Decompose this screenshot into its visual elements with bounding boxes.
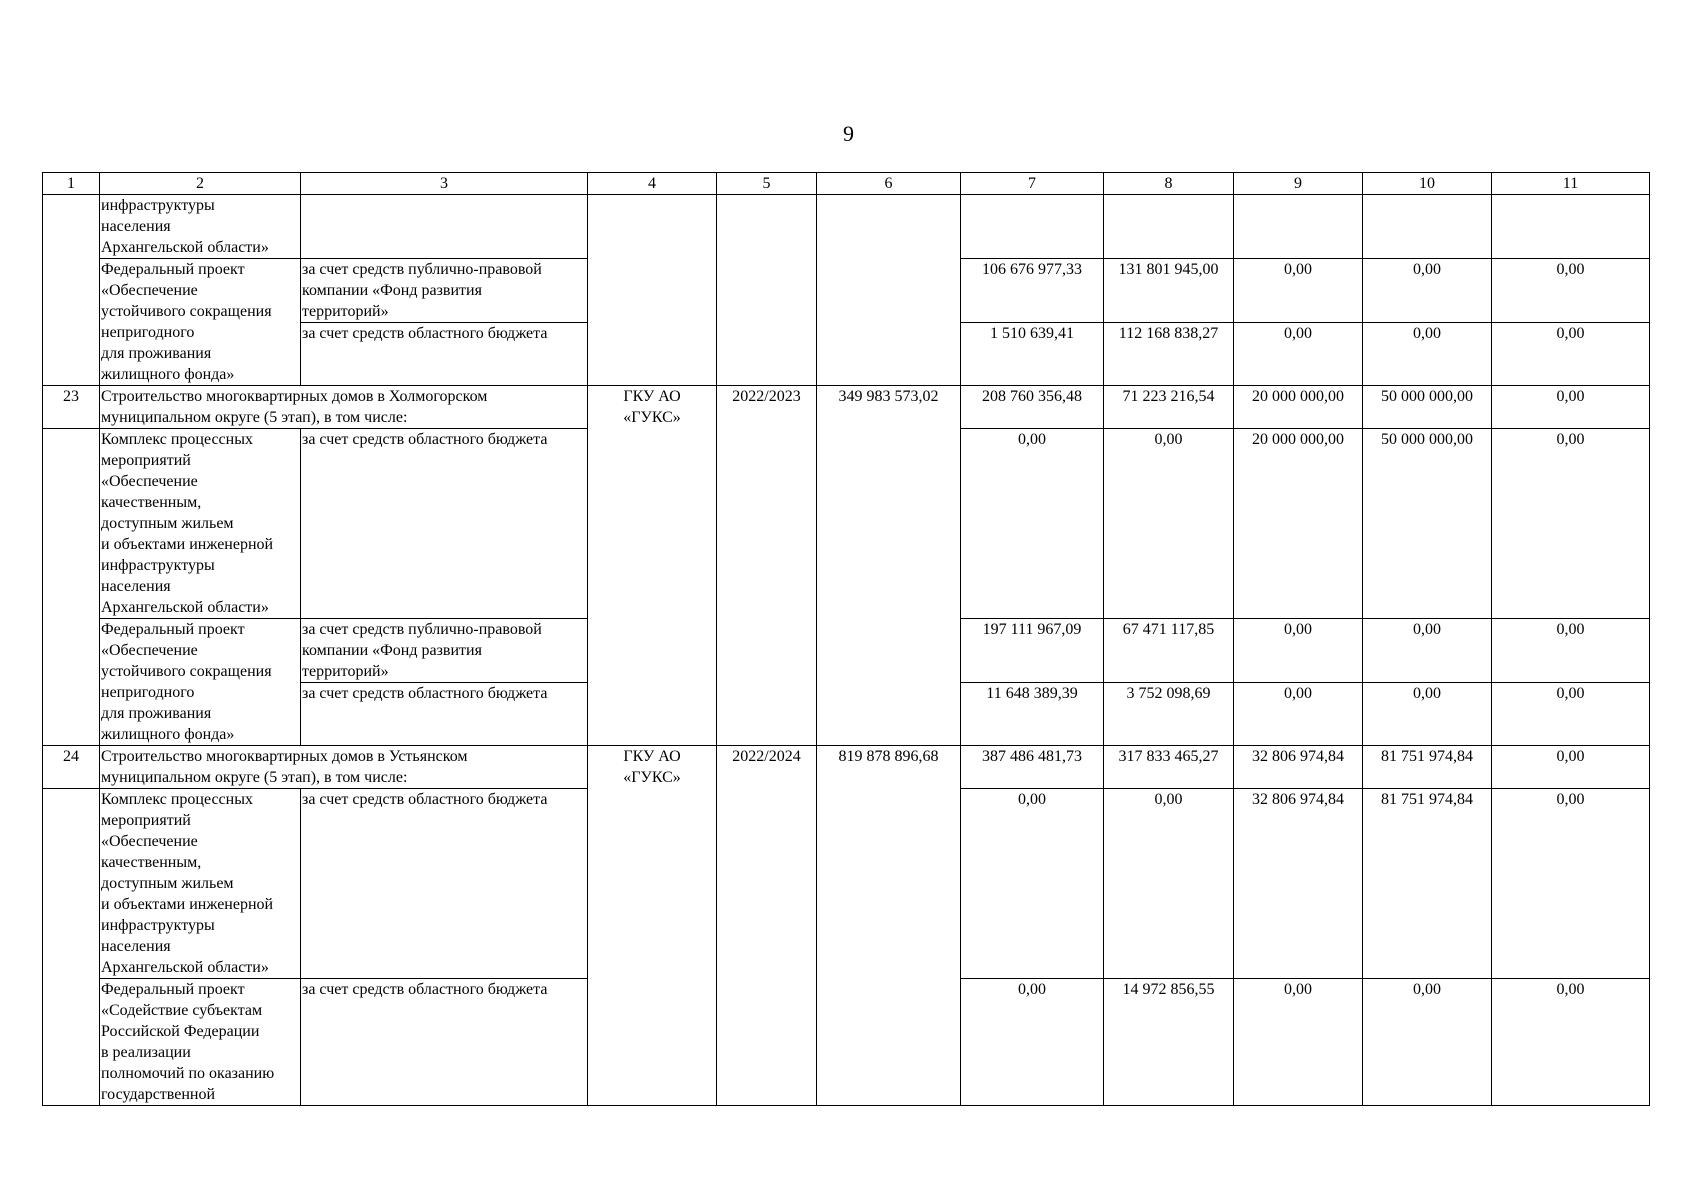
value-cell: 32 806 974,84 — [1234, 746, 1363, 789]
program-name: Комплекс процессных мероприятий «Обеспечение качественным, доступным жильем и объектами инженерной инфраструктуры населения Архангельской области» — [100, 429, 301, 619]
funding-source — [301, 195, 588, 259]
value-cell: 0,00 — [1492, 429, 1650, 619]
value-cell: 317 833 465,27 — [1104, 746, 1234, 789]
funding-source: за счет средств областного бюджета — [301, 789, 588, 979]
value-cell: 106 676 977,33 — [961, 259, 1104, 323]
object-title: Строительство многоквартирных домов в Устьянском муниципальном округе (5 этап), в том числе: — [100, 746, 588, 789]
value-cell: 0,00 — [1234, 259, 1363, 323]
column-header: 6 — [817, 173, 961, 195]
value-cell: 0,00 — [1234, 683, 1363, 746]
value-cell — [1363, 195, 1492, 259]
value-cell: 81 751 974,84 — [1363, 789, 1492, 979]
value-cell: 20 000 000,00 — [1234, 429, 1363, 619]
value-cell: 0,00 — [961, 429, 1104, 619]
value-cell: 0,00 — [1492, 323, 1650, 386]
value-cell: 0,00 — [1492, 789, 1650, 979]
value-cell: 81 751 974,84 — [1363, 746, 1492, 789]
column-header: 5 — [717, 173, 817, 195]
value-cell: 0,00 — [1104, 429, 1234, 619]
value-cell: 1 510 639,41 — [961, 323, 1104, 386]
period — [717, 195, 817, 386]
customer: ГКУ АО «ГУКС» — [588, 386, 717, 746]
value-cell: 14 972 856,55 — [1104, 979, 1234, 1106]
funding-source: за счет средств областного бюджета — [301, 429, 588, 619]
project-name: Федеральный проект «Обеспечение устойчивого сокращения непригодного для проживания жилищного фонда» — [100, 619, 301, 746]
row-number — [43, 789, 100, 1106]
program-name: Комплекс процессных мероприятий «Обеспечение качественным, доступным жильем и объектами инженерной инфраструктуры населения Архангельской области» — [100, 789, 301, 979]
value-cell — [1234, 195, 1363, 259]
value-cell: 0,00 — [1234, 979, 1363, 1106]
value-cell: 0,00 — [961, 789, 1104, 979]
value-cell: 0,00 — [1492, 746, 1650, 789]
value-cell: 50 000 000,00 — [1363, 429, 1492, 619]
value-cell: 131 801 945,00 — [1104, 259, 1234, 323]
page-number: 9 — [843, 121, 854, 146]
period: 2022/2023 — [717, 386, 817, 746]
table-row — [43, 386, 1650, 429]
value-cell: 3 752 098,69 — [1104, 683, 1234, 746]
total-cost — [817, 195, 961, 386]
value-cell: 0,00 — [1234, 619, 1363, 683]
project-name: Федеральный проект «Обеспечение устойчивого сокращения непригодного для проживания жилищного фонда» — [100, 259, 301, 386]
row-number — [43, 195, 100, 386]
funding-source: за счет средств областного бюджета — [301, 683, 588, 746]
value-cell: 0,00 — [1104, 789, 1234, 979]
column-header: 9 — [1234, 173, 1363, 195]
total-cost: 349 983 573,02 — [817, 386, 961, 746]
value-cell: 0,00 — [1492, 683, 1650, 746]
budget-table — [42, 172, 1650, 1106]
value-cell: 0,00 — [1492, 259, 1650, 323]
value-cell — [1104, 195, 1234, 259]
value-cell: 0,00 — [1492, 386, 1650, 429]
object-title: Строительство многоквартирных домов в Холмогорском муниципальном округе (5 этап), в том числе: — [100, 386, 588, 429]
row-number: 24 — [43, 746, 100, 789]
value-cell: 0,00 — [1363, 979, 1492, 1106]
value-cell: 11 648 389,39 — [961, 683, 1104, 746]
funding-source: за счет средств публично-правовой компании «Фонд развития территорий» — [301, 619, 588, 683]
header-row — [43, 173, 1650, 195]
column-header: 1 — [43, 173, 100, 195]
funding-source: за счет средств областного бюджета — [301, 979, 588, 1106]
value-cell: 71 223 216,54 — [1104, 386, 1234, 429]
value-cell: 32 806 974,84 — [1234, 789, 1363, 979]
column-header: 4 — [588, 173, 717, 195]
total-cost: 819 878 896,68 — [817, 746, 961, 1106]
project-name: Федеральный проект «Содействие субъектам Российской Федерации в реализации полномочий по оказанию государственной — [100, 979, 301, 1106]
value-cell: 0,00 — [961, 979, 1104, 1106]
program-name: инфраструктуры населения Архангельской области» — [100, 195, 301, 259]
value-cell: 0,00 — [1363, 323, 1492, 386]
value-cell: 0,00 — [1363, 259, 1492, 323]
value-cell — [961, 195, 1104, 259]
value-cell: 112 168 838,27 — [1104, 323, 1234, 386]
column-header: 10 — [1363, 173, 1492, 195]
column-header: 3 — [301, 173, 588, 195]
value-cell: 0,00 — [1363, 619, 1492, 683]
value-cell: 0,00 — [1234, 323, 1363, 386]
table-row — [43, 746, 1650, 789]
value-cell: 50 000 000,00 — [1363, 386, 1492, 429]
row-number: 23 — [43, 386, 100, 429]
value-cell: 208 760 356,48 — [961, 386, 1104, 429]
value-cell: 0,00 — [1363, 683, 1492, 746]
value-cell: 20 000 000,00 — [1234, 386, 1363, 429]
value-cell: 0,00 — [1492, 619, 1650, 683]
table-row — [43, 195, 1650, 259]
funding-source: за счет средств областного бюджета — [301, 323, 588, 386]
value-cell: 67 471 117,85 — [1104, 619, 1234, 683]
column-header: 8 — [1104, 173, 1234, 195]
period: 2022/2024 — [717, 746, 817, 1106]
customer: ГКУ АО «ГУКС» — [588, 746, 717, 1106]
value-cell — [1492, 195, 1650, 259]
funding-source: за счет средств публично-правовой компании «Фонд развития территорий» — [301, 259, 588, 323]
column-header: 7 — [961, 173, 1104, 195]
customer — [588, 195, 717, 386]
value-cell: 0,00 — [1492, 979, 1650, 1106]
column-header: 2 — [100, 173, 301, 195]
value-cell: 387 486 481,73 — [961, 746, 1104, 789]
value-cell: 197 111 967,09 — [961, 619, 1104, 683]
row-number — [43, 429, 100, 746]
column-header: 11 — [1492, 173, 1650, 195]
